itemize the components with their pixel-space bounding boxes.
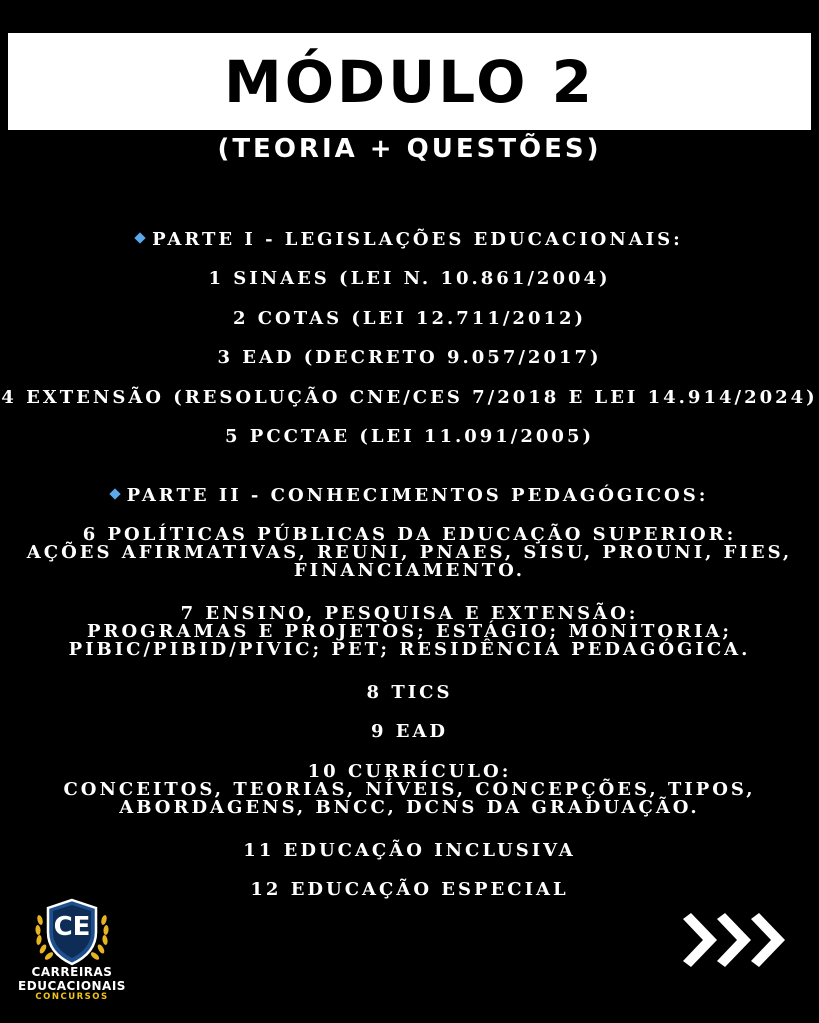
brand-logo	[18, 896, 126, 1006]
list-item: 9 EAD	[370, 721, 449, 742]
title-banner	[8, 33, 811, 130]
list-item-line: FINANCIAMENTO.	[293, 560, 526, 581]
diamond-icon	[109, 488, 120, 499]
list-item	[0, 605, 819, 659]
list-item: 4 EXTENSÃO (RESOLUÇÃO CNE/CES 7/2018 E LEI 14.914/2024)	[1, 387, 818, 408]
page-subtitle: (TEORIA + QUESTÕES)	[217, 134, 602, 164]
list-item: 12 EDUCAÇÃO ESPECIAL	[250, 879, 569, 900]
diamond-icon	[135, 232, 146, 243]
logo-line-1: CARREIRAS	[31, 965, 113, 979]
list-item: 3 EAD (DECRETO 9.057/2017)	[217, 347, 602, 368]
triple-chevron-right-icon[interactable]	[683, 913, 787, 967]
logo-line-3: CONCURSOS	[35, 992, 109, 1002]
section-heading-label: PARTE I - LEGISLAÇÕES EDUCACIONAIS:	[152, 229, 683, 250]
section-heading-label: PARTE II - CONHECIMENTOS PEDAGÓGICOS:	[126, 485, 709, 506]
list-item: 1 SINAES (LEI N. 10.861/2004)	[208, 268, 611, 289]
list-item-line: AÇÕES AFIRMATIVAS, REUNI, PNAES, SISU, PROUNI, FIES,	[26, 542, 793, 563]
list-item: 5 PCCTAE (LEI 11.091/2005)	[225, 426, 594, 447]
logo-line-2: EDUCACIONAIS	[18, 979, 126, 993]
section-heading-parte-2	[0, 487, 819, 505]
section-heading-parte-1	[0, 231, 819, 249]
list-item-line: 7 ENSINO, PESQUISA E EXTENSÃO:	[180, 603, 639, 624]
list-item	[0, 763, 819, 817]
list-item-line: ABORDAGENS, BNCC, DCNS DA GRADUAÇÃO.	[119, 797, 700, 818]
list-item-line: 6 POLÍTICAS PÚBLICAS DA EDUCAÇÃO SUPERIOR:	[82, 524, 737, 545]
list-item: 11 EDUCAÇÃO INCLUSIVA	[243, 840, 576, 861]
list-item: 2 COTAS (LEI 12.711/2012)	[232, 308, 587, 329]
list-item-line: PROGRAMAS E PROJETOS; ESTÁGIO; MONITORIA;	[86, 621, 733, 642]
list-item-line: PIBIC/PIBID/PIVIC; PET; RESIDÊNCIA PEDAGÓGICA.	[68, 639, 751, 660]
list-item-line: CONCEITOS, TEORIAS, NÍVEIS, CONCEPÇÕES, TIPOS,	[63, 779, 756, 800]
list-item	[0, 526, 819, 580]
list-item: 8 TICS	[366, 682, 453, 703]
logo-initials: CE	[53, 912, 91, 942]
list-item-line: 10 CURRÍCULO:	[307, 761, 512, 782]
page-title: MÓDULO 2	[223, 47, 595, 116]
